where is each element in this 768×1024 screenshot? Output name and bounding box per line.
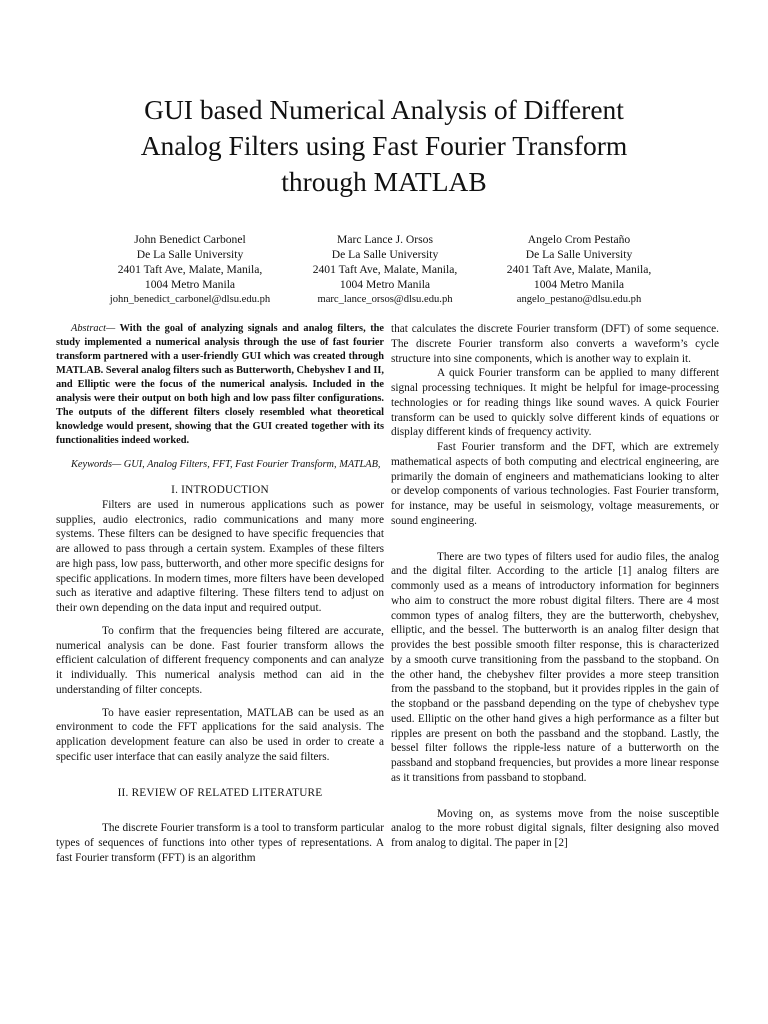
author-city: 1004 Metro Manila — [339, 278, 431, 291]
paragraph: Filters are used in numerous applications such as power supplies, audio electronics, radio communications and many more systems. These filters can be designed to have specific frequencies that are allowed to pass through a certain system. Examples of these filters are high pass, low pass, butterworth, and other more specific designs for specific applications. In modern times, more filters have been developed such as iterative and adaptive filtering. These filters tend to adjust on their own depending on the data input and required output. — [56, 498, 384, 614]
paragraph: To confirm that the frequencies being filtered are accurate, numerical analysis can be done. Fast fourier transform allows the efficient calculation of different frequency components and can analyze it individually. This numerical analysis method can aid in the understanding of filter concepts. — [56, 624, 384, 696]
section-heading-review: II. REVIEW OF RELATED LITERATURE — [117, 786, 323, 799]
title-line: GUI based Numerical Analysis of Different — [144, 94, 624, 125]
author-address: 2401 Taft Ave, Malate, Manila, — [506, 263, 652, 276]
author-affiliation: De La Salle University — [331, 248, 439, 261]
paragraph: There are two types of filters used for audio files, the analog and the digital filter. According to the article [1] analog filters are commonly used as a means of introductory information for beginners who aim to construct the more robust digital filters. There are 4 most common types of analog filters, they are the butterworth, chebyshev, elliptic, and the bessel. The butterworth is an analog filter design that provides the best possible smooth filter response, this is characterized by a smooth curve transitioning from the passband to the stopband. On the other hand, the chebyshev filter provides a more steep transition from the passband to the stopband, but it provides ripples in the gain of the stopband or the passband depending on the type of chebyshev type used. Elliptic on the other hand gives a high performance as a filter but ripples are present on both the passband and the stopband. Lastly, the bessel filter follows the ripple-less nature of a butterworth on the passband and stopband frequencies, but provides a more linear response as it transitions from passband to stopband. — [391, 550, 719, 784]
keywords — [56, 458, 384, 472]
right-column — [391, 322, 719, 851]
author-name: Angelo Crom Pestaño — [527, 233, 631, 246]
paper-title — [60, 92, 708, 200]
author-email: angelo_pestano@dlsu.edu.ph — [516, 294, 642, 305]
keywords-text: GUI, Analog Filters, FFT, Fast Fourier Transform, MATLAB, — [121, 459, 381, 470]
author-city: 1004 Metro Manila — [144, 278, 236, 291]
paragraph: The discrete Fourier transform is a tool to transform particular types of sequences of functions into other types of representations. A fast Fourier transform (FFT) is an algorithm — [56, 822, 384, 864]
author-name: Marc Lance J. Orsos — [337, 233, 433, 246]
author-block — [90, 232, 680, 312]
author-affiliation: De La Salle University — [136, 248, 244, 261]
left-column — [56, 322, 384, 866]
abstract — [56, 322, 384, 448]
paragraph: Moving on, as systems move from the noise susceptible analog to the more robust digital signals, filter designing also moved from analog to digital. The paper in [2] — [391, 807, 719, 849]
author-address: 2401 Taft Ave, Malate, Manila, — [117, 263, 263, 276]
paragraph: A quick Fourier transform can be applied to many different signal processing techniques. It might be helpful for image-processing technologies or for reading things like sound waves. A quick Fourier transform can be used to quickly solve different kinds of equations or display different kinds of frequency activity. — [391, 367, 719, 439]
section-heading-introduction: I. INTRODUCTION — [171, 484, 269, 496]
author-name: John Benedict Carbonel — [134, 233, 246, 246]
abstract-text: With the goal of analyzing signals and analog filters, the study implemented a numerical analysis through the use of fast fourier transform partnered with a user-friendly GUI which was created through MATLAB. Several analog filters such as Butterworth, Chebyshev I and II, and Elliptic were the focus of the numerical analysis. Included in the analysis were their output on both high and low pass filter configurations. The outputs of the different filters closely resembled what theoretical knowledge would present, showing that the GUI created together with its functionalities indeed worked. — [56, 323, 384, 446]
author-email: marc_lance_orsos@dlsu.edu.ph — [317, 294, 453, 305]
paragraph: To have easier representation, MATLAB can be used as an environment to code the FFT applications for the said analysis. The application development feature can also be used in order to create a specific user interface that can easily analyze the said filters. — [56, 706, 384, 763]
author-1 — [90, 232, 290, 307]
author-3 — [479, 232, 679, 307]
title-line: through MATLAB — [281, 166, 487, 197]
author-email: john_benedict_carbonel@dlsu.edu.ph — [109, 294, 271, 305]
author-address: 2401 Taft Ave, Malate, Manila, — [312, 263, 458, 276]
keywords-label: Keywords— — [71, 459, 122, 470]
title-line: Analog Filters using Fast Fourier Transform — [140, 130, 628, 161]
paragraph: that calculates the discrete Fourier transform (DFT) of some sequence. The discrete Fourier transform also converts a waveform’s cycle structure into sine components, which is another way to explain it. — [391, 323, 719, 365]
author-2 — [285, 232, 485, 307]
author-city: 1004 Metro Manila — [533, 278, 625, 291]
paragraph: Fast Fourier transform and the DFT, which are extremely mathematical aspects of both computing and electrical engineering, are primarily the domain of engineers and mathematicians looking to alter or develop components of various technologies. Fast Fourier transform, for instance, may be useful in seismology, voltage measurements, or sound engineering. — [391, 441, 719, 527]
abstract-label: Abstract— — [71, 323, 116, 334]
author-affiliation: De La Salle University — [525, 248, 633, 261]
